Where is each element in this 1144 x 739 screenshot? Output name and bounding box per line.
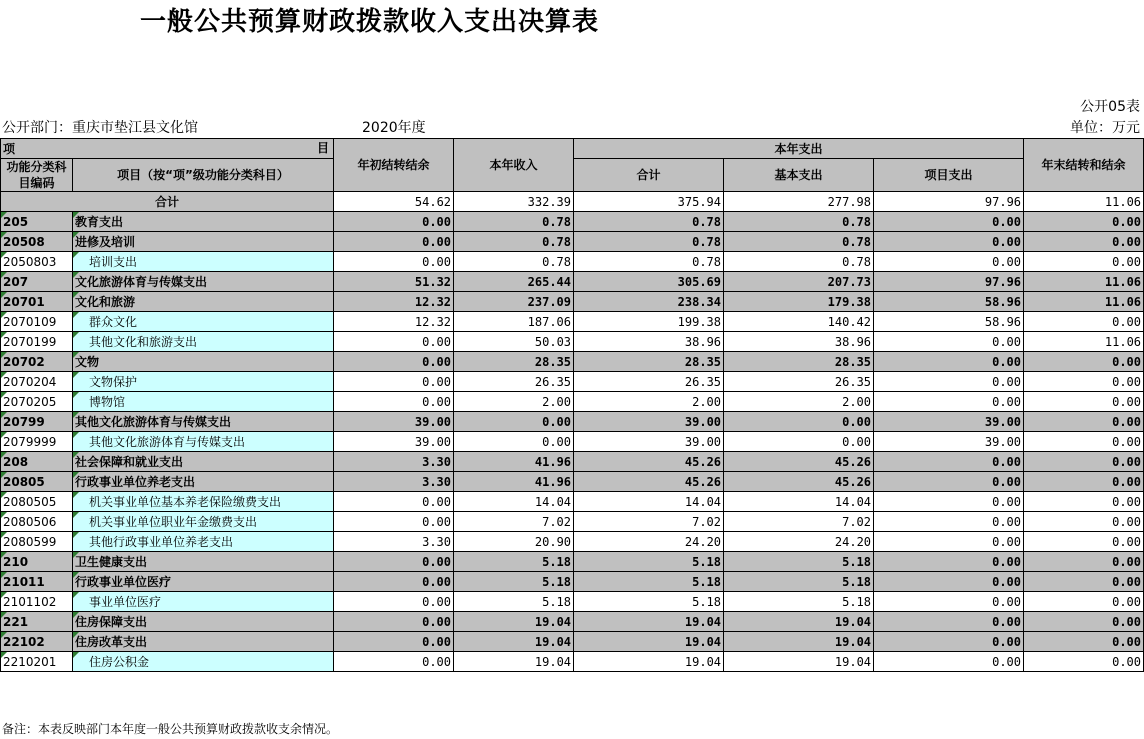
row-begin: 0.00: [334, 592, 454, 612]
total-label: 合计: [1, 192, 334, 212]
row-income: 19.04: [454, 612, 574, 632]
row-sum: 0.78: [574, 232, 724, 252]
row-name: 其他文化和旅游支出: [73, 332, 334, 352]
row-basic: 19.04: [724, 652, 874, 672]
row-begin: 0.00: [334, 352, 454, 372]
row-begin: 0.00: [334, 492, 454, 512]
row-end: 11.06: [1024, 272, 1144, 292]
row-name: 卫生健康支出: [73, 552, 334, 572]
row-basic: 7.02: [724, 512, 874, 532]
row-begin: 12.32: [334, 312, 454, 332]
row-begin: 0.00: [334, 632, 454, 652]
row-name: 文化和旅游: [73, 292, 334, 312]
row-project: 39.00: [874, 412, 1024, 432]
table-row: [1, 592, 1144, 612]
row-sum: 238.34: [574, 292, 724, 312]
row-code: 2080505: [1, 492, 73, 512]
row-name: 群众文化: [73, 312, 334, 332]
row-income: 0.00: [454, 432, 574, 452]
header-income: 本年收入: [454, 139, 574, 192]
row-project: 0.00: [874, 232, 1024, 252]
row-project: 0.00: [874, 372, 1024, 392]
row-project: 58.96: [874, 292, 1024, 312]
row-begin: 3.30: [334, 472, 454, 492]
row-end: 0.00: [1024, 372, 1144, 392]
row-begin: 39.00: [334, 412, 454, 432]
row-sum: 305.69: [574, 272, 724, 292]
row-project: 0.00: [874, 512, 1024, 532]
row-income: 187.06: [454, 312, 574, 332]
row-project: 0.00: [874, 452, 1024, 472]
row-code: 2070109: [1, 312, 73, 332]
row-code: 2070204: [1, 372, 73, 392]
row-begin: 0.00: [334, 512, 454, 532]
row-sum: 5.18: [574, 572, 724, 592]
table-row: [1, 552, 1144, 572]
row-begin: 0.00: [334, 332, 454, 352]
row-income: 0.00: [454, 412, 574, 432]
table-row: [1, 432, 1144, 452]
row-code: 2080599: [1, 532, 73, 552]
row-code: 2070205: [1, 392, 73, 412]
row-income: 2.00: [454, 392, 574, 412]
table-row: [1, 532, 1144, 552]
row-name: 其他文化旅游体育与传媒支出: [73, 432, 334, 452]
row-project: 58.96: [874, 312, 1024, 332]
row-project: 0.00: [874, 592, 1024, 612]
row-end: 0.00: [1024, 512, 1144, 532]
total-end: 11.06: [1024, 192, 1144, 212]
row-end: 0.00: [1024, 232, 1144, 252]
header-code: 功能分类科目编码: [1, 159, 73, 192]
table-row: [1, 372, 1144, 392]
row-income: 26.35: [454, 372, 574, 392]
row-sum: 39.00: [574, 412, 724, 432]
row-name: 博物馆: [73, 392, 334, 412]
row-project: 0.00: [874, 352, 1024, 372]
table-row: [1, 352, 1144, 372]
header-item-left: 项: [3, 141, 16, 156]
row-end: 0.00: [1024, 352, 1144, 372]
row-income: 50.03: [454, 332, 574, 352]
row-name: 其他文化旅游体育与传媒支出: [73, 412, 334, 432]
total-row: [1, 192, 1144, 212]
row-basic: 5.18: [724, 552, 874, 572]
row-sum: 7.02: [574, 512, 724, 532]
row-income: 14.04: [454, 492, 574, 512]
row-name: 其他行政事业单位养老支出: [73, 532, 334, 552]
row-name: 文化旅游体育与传媒支出: [73, 272, 334, 292]
row-project: 0.00: [874, 212, 1024, 232]
row-name: 住房保障支出: [73, 612, 334, 632]
row-begin: 0.00: [334, 652, 454, 672]
row-end: 0.00: [1024, 252, 1144, 272]
table-row: [1, 512, 1144, 532]
row-income: 237.09: [454, 292, 574, 312]
table-row: [1, 472, 1144, 492]
row-name: 机关事业单位职业年金缴费支出: [73, 512, 334, 532]
header-spend-group: 本年支出: [574, 139, 1024, 159]
row-begin: 3.30: [334, 452, 454, 472]
row-end: 11.06: [1024, 332, 1144, 352]
row-sum: 2.00: [574, 392, 724, 412]
row-sum: 0.78: [574, 252, 724, 272]
table-row: [1, 572, 1144, 592]
table-row: [1, 212, 1144, 232]
row-name: 社会保障和就业支出: [73, 452, 334, 472]
row-income: 41.96: [454, 452, 574, 472]
row-income: 5.18: [454, 572, 574, 592]
row-basic: 0.78: [724, 232, 874, 252]
row-name: 教育支出: [73, 212, 334, 232]
row-begin: 0.00: [334, 212, 454, 232]
row-end: 0.00: [1024, 312, 1144, 332]
row-begin: 0.00: [334, 612, 454, 632]
table-row: [1, 412, 1144, 432]
row-begin: 0.00: [334, 392, 454, 412]
department-label: 公开部门：重庆市垫江县文化馆: [2, 120, 198, 136]
row-end: 0.00: [1024, 592, 1144, 612]
row-name: 机关事业单位基本养老保险缴费支出: [73, 492, 334, 512]
row-code: 20799: [1, 412, 73, 432]
row-code: 21011: [1, 572, 73, 592]
row-end: 0.00: [1024, 412, 1144, 432]
row-end: 0.00: [1024, 632, 1144, 652]
table-row: [1, 452, 1144, 472]
header-item: [1, 139, 334, 159]
row-basic: 19.04: [724, 612, 874, 632]
row-basic: 26.35: [724, 372, 874, 392]
header-name: 项目（按“项”级功能分类科目）: [73, 159, 334, 192]
row-basic: 0.78: [724, 212, 874, 232]
row-project: 0.00: [874, 652, 1024, 672]
row-income: 19.04: [454, 652, 574, 672]
row-code: 20508: [1, 232, 73, 252]
row-begin: 0.00: [334, 372, 454, 392]
row-income: 5.18: [454, 592, 574, 612]
table-row: [1, 652, 1144, 672]
total-income: 332.39: [454, 192, 574, 212]
header-begin-balance: 年初结转结余: [334, 139, 454, 192]
row-end: 0.00: [1024, 452, 1144, 472]
row-code: 205: [1, 212, 73, 232]
row-code: 2050803: [1, 252, 73, 272]
row-sum: 45.26: [574, 472, 724, 492]
header-project: 项目支出: [874, 159, 1024, 192]
row-end: 11.06: [1024, 292, 1144, 312]
row-project: 0.00: [874, 492, 1024, 512]
row-code: 221: [1, 612, 73, 632]
row-basic: 207.73: [724, 272, 874, 292]
row-sum: 26.35: [574, 372, 724, 392]
row-basic: 45.26: [724, 472, 874, 492]
row-project: 0.00: [874, 572, 1024, 592]
row-sum: 24.20: [574, 532, 724, 552]
table-row: [1, 272, 1144, 292]
row-end: 0.00: [1024, 612, 1144, 632]
row-end: 0.00: [1024, 472, 1144, 492]
row-project: 0.00: [874, 612, 1024, 632]
row-basic: 14.04: [724, 492, 874, 512]
header-end-balance: 年末结转和结余: [1024, 139, 1144, 192]
header-item-right: 目: [317, 141, 330, 155]
row-end: 0.00: [1024, 492, 1144, 512]
row-income: 28.35: [454, 352, 574, 372]
row-end: 0.00: [1024, 572, 1144, 592]
row-name: 住房改革支出: [73, 632, 334, 652]
row-basic: 45.26: [724, 452, 874, 472]
row-code: 2101102: [1, 592, 73, 612]
table-row: [1, 612, 1144, 632]
row-basic: 5.18: [724, 572, 874, 592]
row-income: 5.18: [454, 552, 574, 572]
total-project: 97.96: [874, 192, 1024, 212]
form-number: 公开05表: [1080, 99, 1140, 115]
row-code: 207: [1, 272, 73, 292]
row-code: 20805: [1, 472, 73, 492]
table-row: [1, 332, 1144, 352]
row-project: 97.96: [874, 272, 1024, 292]
row-basic: 5.18: [724, 592, 874, 612]
row-begin: 0.00: [334, 572, 454, 592]
row-project: 0.00: [874, 392, 1024, 412]
fiscal-year: 2020年度: [362, 120, 426, 136]
row-project: 39.00: [874, 432, 1024, 452]
table-row: [1, 632, 1144, 652]
row-sum: 5.18: [574, 592, 724, 612]
unit-label: 单位：万元: [1070, 120, 1140, 136]
row-income: 19.04: [454, 632, 574, 652]
row-code: 2079999: [1, 432, 73, 452]
row-sum: 5.18: [574, 552, 724, 572]
row-begin: 3.30: [334, 532, 454, 552]
row-basic: 140.42: [724, 312, 874, 332]
row-basic: 19.04: [724, 632, 874, 652]
row-name: 行政事业单位养老支出: [73, 472, 334, 492]
row-sum: 14.04: [574, 492, 724, 512]
row-basic: 24.20: [724, 532, 874, 552]
footnote: 备注：本表反映部门本年度一般公共预算财政拨款收支余情况。: [2, 722, 339, 736]
row-basic: 0.00: [724, 432, 874, 452]
row-code: 208: [1, 452, 73, 472]
row-name: 事业单位医疗: [73, 592, 334, 612]
header-sum: 合计: [574, 159, 724, 192]
row-project: 0.00: [874, 532, 1024, 552]
row-name: 文物保护: [73, 372, 334, 392]
row-sum: 38.96: [574, 332, 724, 352]
row-sum: 0.78: [574, 212, 724, 232]
row-income: 7.02: [454, 512, 574, 532]
row-name: 行政事业单位医疗: [73, 572, 334, 592]
row-name: 培训支出: [73, 252, 334, 272]
header-row-1: [1, 139, 1144, 159]
row-sum: 19.04: [574, 652, 724, 672]
row-end: 0.00: [1024, 552, 1144, 572]
row-income: 41.96: [454, 472, 574, 492]
header-basic: 基本支出: [724, 159, 874, 192]
row-basic: 38.96: [724, 332, 874, 352]
row-basic: 2.00: [724, 392, 874, 412]
row-end: 0.00: [1024, 392, 1144, 412]
row-project: 0.00: [874, 632, 1024, 652]
total-begin: 54.62: [334, 192, 454, 212]
row-end: 0.00: [1024, 532, 1144, 552]
table-row: [1, 252, 1144, 272]
row-begin: 51.32: [334, 272, 454, 292]
row-sum: 45.26: [574, 452, 724, 472]
row-code: 20702: [1, 352, 73, 372]
row-basic: 0.00: [724, 412, 874, 432]
row-begin: 39.00: [334, 432, 454, 452]
row-project: 0.00: [874, 552, 1024, 572]
row-sum: 19.04: [574, 612, 724, 632]
row-code: 20701: [1, 292, 73, 312]
row-income: 265.44: [454, 272, 574, 292]
total-sum: 375.94: [574, 192, 724, 212]
row-code: 2080506: [1, 512, 73, 532]
row-income: 0.78: [454, 232, 574, 252]
row-sum: 28.35: [574, 352, 724, 372]
table-row: [1, 312, 1144, 332]
row-project: 0.00: [874, 472, 1024, 492]
row-end: 0.00: [1024, 432, 1144, 452]
row-name: 进修及培训: [73, 232, 334, 252]
row-end: 0.00: [1024, 212, 1144, 232]
table-row: [1, 392, 1144, 412]
table-row: [1, 232, 1144, 252]
row-basic: 0.78: [724, 252, 874, 272]
row-name: 文物: [73, 352, 334, 372]
row-income: 20.90: [454, 532, 574, 552]
budget-table: [0, 138, 1144, 672]
page-title: 一般公共预算财政拨款收入支出决算表: [140, 7, 600, 37]
table-row: [1, 292, 1144, 312]
row-basic: 28.35: [724, 352, 874, 372]
row-begin: 0.00: [334, 232, 454, 252]
row-income: 0.78: [454, 252, 574, 272]
row-code: 2070199: [1, 332, 73, 352]
row-code: 22102: [1, 632, 73, 652]
row-code: 210: [1, 552, 73, 572]
table-row: [1, 492, 1144, 512]
row-name: 住房公积金: [73, 652, 334, 672]
row-project: 0.00: [874, 332, 1024, 352]
row-sum: 39.00: [574, 432, 724, 452]
row-basic: 179.38: [724, 292, 874, 312]
row-end: 0.00: [1024, 652, 1144, 672]
row-sum: 19.04: [574, 632, 724, 652]
row-begin: 12.32: [334, 292, 454, 312]
total-basic: 277.98: [724, 192, 874, 212]
row-begin: 0.00: [334, 552, 454, 572]
row-sum: 199.38: [574, 312, 724, 332]
row-code: 2210201: [1, 652, 73, 672]
row-income: 0.78: [454, 212, 574, 232]
row-begin: 0.00: [334, 252, 454, 272]
row-project: 0.00: [874, 252, 1024, 272]
